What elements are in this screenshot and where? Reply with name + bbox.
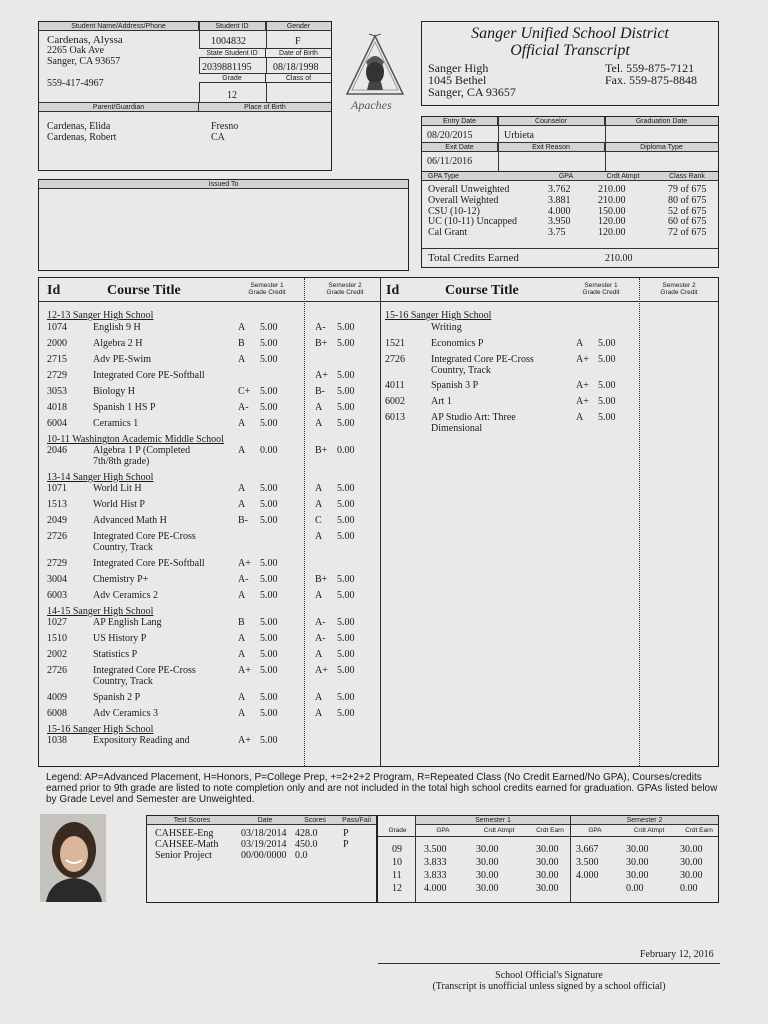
- apache-mascot-icon: [339, 32, 411, 102]
- test-score: 0.0: [295, 850, 308, 861]
- place-of-birth-city: Fresno: [211, 121, 239, 132]
- course-title: Expository Reading and: [93, 735, 190, 746]
- place-of-birth-state: CA: [211, 132, 225, 143]
- course-id: 2715: [47, 353, 67, 365]
- signature-note: (Transcript is unofficial unless signed by a school official): [432, 981, 666, 992]
- course-title: Adv Ceramics 3: [93, 707, 158, 719]
- issued-to-header: Issued To: [39, 180, 408, 189]
- class-rank-header: Class Rank: [656, 172, 718, 181]
- class-of-header: Class of: [266, 74, 331, 83]
- sem1-grade: A: [238, 691, 246, 703]
- counselor-name: Urbieta: [504, 130, 534, 141]
- course-title-cont: Country, Track: [93, 542, 153, 553]
- sem2-grade: A: [315, 499, 323, 510]
- left-sem1-header: Semester 1 Grade Credit: [248, 282, 286, 296]
- course-title: AP Studio Art: Three: [431, 412, 516, 423]
- test-score: 428.0: [295, 828, 318, 839]
- district-title: Sanger Unified School District: [471, 25, 669, 42]
- total-credits-label: Total Credits Earned: [428, 252, 519, 264]
- sem1-grade: A+: [238, 665, 251, 676]
- sem1-credit: 5.00: [260, 573, 278, 585]
- course-id: 2000: [47, 337, 67, 349]
- term-school-heading: 12-13 Sanger High School: [47, 310, 154, 321]
- left-course-title-header: Course Title: [107, 283, 181, 298]
- course-title: Integrated Core PE-Cross: [431, 353, 534, 365]
- sem1-grade: A: [238, 589, 246, 601]
- course-id: 1510: [47, 633, 67, 644]
- gpa-header: GPA: [542, 172, 590, 181]
- sem2-grade: B-: [315, 385, 325, 397]
- grade-header: Grade: [199, 74, 266, 83]
- sem1-grade: A: [238, 499, 246, 510]
- sem2-credit: 5.00: [337, 385, 355, 397]
- sem1-atmpt: 30.00: [476, 870, 499, 881]
- student-name-header: Student Name/Address/Phone: [39, 22, 199, 31]
- sem1-atmpt-header: Crdt Atmpt: [483, 827, 515, 834]
- gpa-class-rank: 80 of 675: [668, 194, 707, 206]
- grade-level: 10: [392, 857, 402, 868]
- sem2-grade: A: [315, 401, 323, 413]
- sem1-grade: B: [238, 617, 245, 628]
- course-id: 2729: [47, 369, 67, 381]
- sem1-credit: 5.00: [260, 385, 278, 397]
- sem2-credit: 5.00: [337, 531, 355, 542]
- sem1-grade: A: [238, 417, 246, 429]
- sem1-gpa: 3.500: [424, 844, 447, 855]
- course-id: 6002: [385, 396, 405, 407]
- course-id: 6008: [47, 707, 67, 719]
- gpa-class-rank: 72 of 675: [668, 227, 707, 239]
- sem1-grade: A+: [238, 557, 251, 569]
- course-title: Algebra 2 H: [93, 337, 143, 349]
- course-id: 1027: [47, 617, 67, 628]
- sem2-earn: 30.00: [680, 844, 703, 855]
- course-title: US History P: [93, 633, 147, 644]
- school-name: Sanger High: [428, 61, 489, 75]
- test-result: P: [343, 839, 349, 850]
- sem2-grade: A: [315, 531, 323, 542]
- course-title: Integrated Core PE-Cross: [93, 531, 196, 542]
- gpa-type: CSU (10-12): [428, 205, 480, 217]
- grade-level: 09: [392, 844, 402, 855]
- sem1-credit: 5.00: [598, 396, 616, 407]
- sem1-atmpt: 30.00: [476, 844, 499, 855]
- sem2-earn: 30.00: [680, 870, 703, 881]
- sem1-atmpt: 30.00: [476, 857, 499, 868]
- course-title: Integrated Core PE-Softball: [93, 369, 205, 381]
- course-title: Art 1: [431, 396, 452, 407]
- sem2-grade: A: [315, 417, 323, 429]
- sem1-credit: 5.00: [260, 353, 278, 365]
- student-id-header: Student ID: [199, 22, 266, 31]
- gpa-value: 3.762: [548, 184, 571, 195]
- sem2-credit: 5.00: [337, 515, 355, 526]
- enrollment-box: [421, 116, 719, 172]
- sem1-earn: 30.00: [536, 883, 559, 894]
- sem1-grade: A: [576, 337, 584, 349]
- test-score-header: Scores: [293, 816, 337, 825]
- sem1-earn: 30.00: [536, 857, 559, 868]
- course-title: Adv Ceramics 2: [93, 589, 158, 601]
- course-title: Ceramics 1: [93, 417, 139, 429]
- graduation-date-header: Graduation Date: [605, 117, 718, 126]
- course-id: 2002: [47, 649, 67, 660]
- course-title: World Lit H: [93, 483, 142, 494]
- course-title: Spanish 3 P: [431, 380, 479, 391]
- sem2-atmpt: 30.00: [626, 844, 649, 855]
- right-sem2-header: Semester 2 Grade Credit: [660, 282, 698, 296]
- student-phone: 559-417-4967: [47, 78, 104, 89]
- sem1-grade: A+: [238, 735, 251, 746]
- school-logo: [339, 32, 411, 116]
- sem1-grade: A: [238, 321, 246, 333]
- course-title-cont: Country, Track: [431, 364, 491, 376]
- sem1-credit: 5.00: [260, 321, 278, 333]
- gender-header: Gender: [266, 22, 331, 31]
- sem2-credit: 0.00: [337, 445, 355, 456]
- sem2-gpa-header: GPA: [588, 827, 602, 834]
- counselor-header: Counselor: [498, 117, 605, 126]
- course-title: Advanced Math H: [93, 515, 167, 526]
- grade-col-header: Grade: [388, 827, 407, 834]
- course-id: 2049: [47, 515, 67, 526]
- course-title: AP English Lang: [93, 617, 162, 628]
- course-id: 3004: [47, 573, 67, 585]
- course-id: 4018: [47, 401, 67, 413]
- gpa-summary-box: [421, 172, 719, 268]
- course-title-cont: Dimensional: [431, 423, 483, 434]
- course-title: Spanish 1 HS P: [93, 401, 156, 413]
- student-info-box: [38, 21, 332, 171]
- sem1-credit: 5.00: [260, 707, 278, 719]
- entry-date-header: Entry Date: [422, 117, 498, 126]
- test-scores-header: Test Scores: [147, 816, 237, 825]
- school-street: 1045 Bethel: [428, 73, 487, 87]
- sem2-earn-header: Crdt Earn: [685, 827, 713, 834]
- sem1-credit: 5.00: [260, 649, 278, 660]
- student-address-line1: 2265 Oak Ave: [47, 45, 105, 56]
- parent-1: Cardenas, Elida: [47, 121, 111, 132]
- sem2-credit: 5.00: [337, 499, 355, 510]
- issued-to-box: [38, 179, 409, 271]
- sem1-grade: A+: [576, 380, 589, 391]
- sem2-credit: 5.00: [337, 401, 355, 413]
- student-id: 1004832: [211, 36, 246, 47]
- sem2-credit: 5.00: [337, 633, 355, 644]
- sem1-credit: 5.00: [260, 483, 278, 494]
- gpa-credit-attempt: 120.00: [598, 216, 626, 228]
- gpa-class-rank: 79 of 675: [668, 184, 707, 195]
- sem2-gpa: 3.667: [576, 844, 599, 855]
- sem2-grade: A: [315, 649, 323, 660]
- sem1-grade: C+: [238, 385, 251, 397]
- sem1-atmpt: 30.00: [476, 883, 499, 894]
- sem2-credit: 5.00: [337, 665, 355, 676]
- course-title: Algebra 1 P (Completed: [93, 445, 191, 456]
- sem1-grade: A+: [576, 396, 589, 407]
- date-of-birth: 08/18/1998: [273, 62, 319, 73]
- sem2-grade: A+: [315, 665, 328, 676]
- sem2-credit: 5.00: [337, 573, 355, 585]
- gpa-type: Cal Grant: [428, 227, 468, 239]
- legend-text: Legend: AP=Advanced Placement, H=Honors, P=College Prep, +=2+2+2 Program, R=Repeated Class (No Credit Earned/No GPA), Courses/credits earned prior to 9th grade are listed to note completion only and are not included in the total high school credits earned for graduation. GPAs listed below by Grade Level and Semester are Unweighted.: [46, 772, 718, 805]
- test-date: 00/00/0000: [241, 850, 287, 861]
- sem2-grade: B+: [315, 445, 328, 456]
- sem2-credit: 5.00: [337, 337, 355, 349]
- sem1-credit: 5.00: [260, 401, 278, 413]
- grade-value: 12: [227, 90, 237, 101]
- sem1-grade: A: [238, 649, 246, 660]
- course-id: 2726: [385, 353, 405, 365]
- course-id: 1071: [47, 483, 67, 494]
- sem1-credit: 5.00: [260, 617, 278, 628]
- course-id: 6004: [47, 417, 67, 429]
- transcript-title: Official Transcript: [510, 42, 630, 59]
- sem2-credit: 5.00: [337, 589, 355, 601]
- school-phone: Tel. 559-875-7121: [605, 61, 695, 75]
- sem2-credit: 5.00: [337, 707, 355, 719]
- gpa-credit-attempt: 210.00: [598, 184, 626, 195]
- course-id: 6003: [47, 589, 67, 601]
- term-school-heading: 13-14 Sanger High School: [47, 471, 154, 483]
- sem1-credit: 5.00: [260, 665, 278, 676]
- sem2-earn: 0.00: [680, 883, 698, 894]
- exit-date: 06/11/2016: [427, 156, 473, 167]
- course-title: Statistics P: [93, 649, 138, 660]
- school-fax: Fax. 559-875-8848: [605, 73, 697, 87]
- transcript-date: February 12, 2016: [640, 949, 714, 960]
- sem1-grade: A-: [238, 573, 249, 585]
- test-pass-header: Pass/Fail: [337, 816, 376, 825]
- sem2-earn: 30.00: [680, 857, 703, 868]
- sem1-earn: 30.00: [536, 870, 559, 881]
- state-id-header: State Student ID: [199, 49, 266, 58]
- gpa-class-rank: 60 of 675: [668, 216, 707, 228]
- course-grid: [38, 277, 719, 767]
- district-header-box: [421, 21, 719, 106]
- right-course-title-header: Course Title: [445, 283, 519, 298]
- course-id: 6013: [385, 412, 405, 423]
- test-result: P: [343, 828, 349, 839]
- grade-level: 12: [392, 883, 402, 894]
- sem2-grade: A: [315, 483, 323, 494]
- sem1-credit: 5.00: [598, 353, 616, 365]
- course-id: 1521: [385, 337, 405, 349]
- course-title: World Hist P: [93, 499, 145, 510]
- course-id: 4011: [385, 380, 405, 391]
- course-title: English 9 H: [93, 321, 141, 333]
- sem2-credit: 5.00: [337, 617, 355, 628]
- test-name: CAHSEE-Math: [155, 839, 219, 850]
- course-title: Integrated Core PE-Cross: [93, 665, 196, 676]
- course-id: 2046: [47, 445, 67, 456]
- term-school-heading: 15-16 Sanger High School: [47, 723, 154, 735]
- sem1-earn: 30.00: [536, 844, 559, 855]
- course-id: 2726: [47, 531, 67, 542]
- semester-gpa-box: [377, 815, 719, 903]
- sem1-grade: B-: [238, 515, 248, 526]
- state-student-id: 2039881195: [202, 62, 252, 73]
- sem2-grade: B+: [315, 337, 328, 349]
- sem2-credit: 5.00: [337, 369, 355, 381]
- grade-level: 11: [392, 870, 402, 881]
- course-id: 1074: [47, 321, 67, 333]
- gpa-type: Overall Weighted: [428, 194, 499, 206]
- sem2-atmpt: 30.00: [626, 857, 649, 868]
- gpa-credit-attempt: 150.00: [598, 205, 626, 217]
- test-name: Senior Project: [155, 850, 212, 861]
- course-title: Economics P: [431, 337, 484, 349]
- sem1-credit: 5.00: [260, 735, 278, 746]
- sem2-grade: A-: [315, 321, 326, 333]
- place-of-birth-header: Place of Birth: [199, 103, 331, 112]
- sem2-grade: A: [315, 589, 323, 601]
- gpa-type: Overall Unweighted: [428, 184, 510, 195]
- sem2-gpa: 3.500: [576, 857, 599, 868]
- gpa-class-rank: 52 of 675: [668, 205, 707, 217]
- gpa-value: 3.75: [548, 227, 566, 239]
- course-title: Adv PE-Swim: [93, 353, 152, 365]
- test-name: CAHSEE-Eng: [155, 828, 214, 839]
- sem1-credit: 5.00: [260, 589, 278, 601]
- sem1-grade: A-: [238, 401, 249, 413]
- sem1-grade: A: [238, 633, 246, 644]
- right-id-header: Id: [386, 283, 400, 298]
- course-title: Writing: [431, 321, 462, 333]
- sem1-credit: 5.00: [598, 380, 616, 391]
- sem2-grade: A-: [315, 633, 326, 644]
- sem2-credit: 5.00: [337, 321, 355, 333]
- exit-reason-header: Exit Reason: [498, 143, 605, 152]
- sem2-grade: A: [315, 691, 323, 703]
- sem1-earn-header: Crdt Earn: [536, 827, 564, 834]
- course-id: 2729: [47, 557, 67, 569]
- term-school-heading: 10-11 Washington Academic Middle School: [47, 433, 224, 445]
- course-id: 2726: [47, 665, 67, 676]
- left-sem2-header: Semester 2 Grade Credit: [326, 282, 364, 296]
- sem1-credit: 5.00: [260, 557, 278, 569]
- sem1-grade: A+: [576, 353, 589, 365]
- sem1-credit: 5.00: [598, 412, 616, 423]
- course-title: Spanish 2 P: [93, 691, 141, 703]
- sem1-credit: 0.00: [260, 445, 278, 456]
- right-sem1-header: Semester 1 Grade Credit: [582, 282, 620, 296]
- sem2-grade: A: [315, 707, 323, 719]
- sem2-gpa: 4.000: [576, 870, 599, 881]
- course-id: 1038: [47, 735, 67, 746]
- sem2-header: Semester 2: [570, 816, 718, 825]
- student-name: Cardenas, Alyssa: [47, 34, 123, 46]
- sem2-grade: A+: [315, 369, 328, 381]
- sem1-grade: A: [238, 483, 246, 494]
- course-id: 1513: [47, 499, 67, 510]
- gpa-credit-attempt: 210.00: [598, 194, 626, 206]
- diploma-type-header: Diploma Type: [605, 143, 718, 152]
- sem2-atmpt: 0.00: [626, 883, 644, 894]
- signature-label: School Official's Signature: [495, 970, 603, 981]
- sem2-grade: C: [315, 515, 322, 526]
- course-title-cont: Country, Track: [93, 676, 153, 687]
- term-school-heading: 15-16 Sanger High School: [385, 310, 492, 321]
- gpa-type: UC (10-11) Uncapped: [428, 216, 518, 228]
- sem1-credit: 5.00: [260, 337, 278, 349]
- sem1-gpa: 4.000: [424, 883, 447, 894]
- sem2-grade: B+: [315, 573, 328, 585]
- sem1-grade: B: [238, 337, 245, 349]
- sem1-gpa-header: GPA: [436, 827, 450, 834]
- course-title: Biology H: [93, 385, 135, 397]
- dob-header: Date of Birth: [266, 49, 331, 58]
- course-id: 3053: [47, 385, 67, 397]
- left-id-header: Id: [47, 283, 61, 298]
- sem1-grade: A: [238, 445, 246, 456]
- course-title-cont: 7th/8th grade): [93, 456, 150, 467]
- gender-value: F: [295, 36, 301, 47]
- entry-date: 08/20/2015: [427, 130, 473, 141]
- signature-line[interactable]: [378, 963, 720, 964]
- sem2-credit: 5.00: [337, 417, 355, 429]
- credit-attempt-header: Crdt Atmpt: [590, 172, 656, 181]
- parent-2: Cardenas, Robert: [47, 132, 117, 143]
- sem1-credit: 5.00: [260, 499, 278, 510]
- total-credits-value: 210.00: [605, 253, 633, 264]
- school-city: Sanger, CA 93657: [428, 85, 516, 99]
- sem2-credit: 5.00: [337, 483, 355, 494]
- test-date-header: Date: [237, 816, 293, 825]
- exit-date-header: Exit Date: [422, 143, 498, 152]
- student-address-line2: Sanger, CA 93657: [47, 56, 121, 67]
- gpa-value: 3.950: [548, 216, 571, 228]
- sem1-credit: 5.00: [260, 515, 278, 526]
- gpa-value: 4.000: [548, 205, 571, 217]
- sem2-credit: 5.00: [337, 649, 355, 660]
- sem1-grade: A: [238, 707, 246, 719]
- sem1-grade: A: [238, 353, 246, 365]
- sem1-credit: 5.00: [260, 417, 278, 429]
- sem1-credit: 5.00: [260, 633, 278, 644]
- sem1-credit: 5.00: [598, 337, 616, 349]
- sem1-header: Semester 1: [415, 816, 570, 825]
- sem1-credit: 5.00: [260, 691, 278, 703]
- test-scores-box: [146, 815, 377, 903]
- course-title: Integrated Core PE-Softball: [93, 557, 205, 569]
- test-score: 450.0: [295, 839, 318, 850]
- sem2-grade: A-: [315, 617, 326, 628]
- student-photo: [40, 814, 106, 902]
- course-id: 4009: [47, 691, 67, 703]
- logo-caption: Apaches: [351, 98, 392, 112]
- parent-header: Parent/Guardian: [39, 103, 199, 112]
- course-title: Chemistry P+: [93, 573, 149, 585]
- test-date: 03/19/2014: [241, 839, 287, 850]
- sem2-atmpt-header: Crdt Atmpt: [633, 827, 665, 834]
- term-school-heading: 14-15 Sanger High School: [47, 605, 154, 617]
- gpa-credit-attempt: 120.00: [598, 227, 626, 239]
- test-date: 03/18/2014: [241, 828, 287, 839]
- sem1-grade: A: [576, 412, 584, 423]
- gpa-type-header: GPA Type: [422, 172, 542, 181]
- gpa-value: 3.881: [548, 194, 571, 206]
- sem1-gpa: 3.833: [424, 857, 447, 868]
- sem1-gpa: 3.833: [424, 870, 447, 881]
- sem2-atmpt: 30.00: [626, 870, 649, 881]
- sem2-credit: 5.00: [337, 691, 355, 703]
